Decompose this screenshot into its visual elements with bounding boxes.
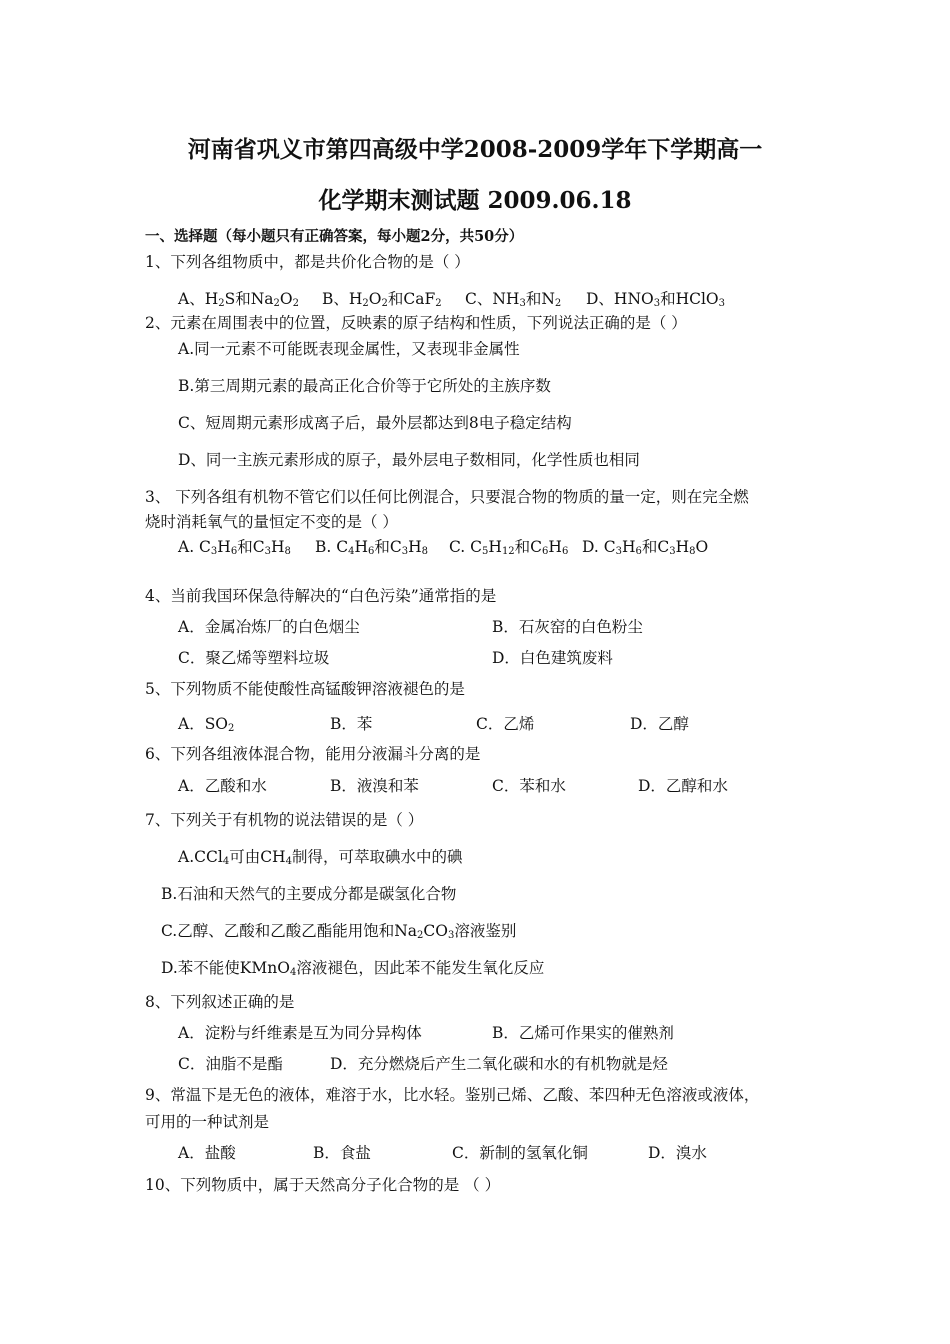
question-3-option-d: D. $C_3H_6$和$C_3H_8O$: [582, 538, 709, 557]
question-1-option-c: C、$NH_3$和$N_2$: [465, 290, 562, 309]
question-4-option-b: B．石灰窑的白色粉尘: [492, 618, 643, 636]
question-10-stem: 10、下列物质中，属于天然高分子化合物的是 （ ）: [145, 1176, 501, 1194]
question-2-option-d: D、同一主族元素形成的原子，最外层电子数相同，化学性质也相同: [178, 451, 640, 469]
question-9-option-d: D．溴水: [648, 1144, 707, 1162]
question-9-option-a: A．盐酸: [178, 1144, 236, 1162]
question-5-stem: 5、下列物质不能使酸性高锰酸钾溶液褪色的是: [145, 680, 465, 698]
question-7-option-b: B.石油和天然气的主要成分都是碳氢化合物: [161, 885, 457, 903]
question-8-stem: 8、下列叙述正确的是: [145, 993, 295, 1011]
question-6-option-a: A．乙酸和水: [178, 777, 267, 795]
question-4-option-d: D．白色建筑废料: [492, 649, 613, 667]
question-7-option-a: A.CCl$_4$可由$CH_4$制得，可萃取碘水中的碘: [178, 848, 463, 867]
question-5-option-b: B．苯: [330, 715, 373, 733]
question-2-option-c: C、短周期元素形成离子后，最外层都达到8电子稳定结构: [178, 414, 572, 432]
question-7-option-c: C.乙醇、乙酸和乙酸乙酯能用饱和$Na_2CO_3$溶液鉴别: [161, 922, 517, 941]
question-6-option-d: D．乙醇和水: [638, 777, 728, 795]
question-8-option-c: C．油脂不是酯: [178, 1055, 283, 1073]
question-6-option-b: B．液溴和苯: [330, 777, 419, 795]
question-5-option-a: A．$SO_2$: [178, 715, 235, 734]
question-1-option-a: A、$H_2S$和$Na_2O_2$: [178, 290, 299, 309]
question-7-stem: 7、下列关于有机物的说法错误的是（ ）: [145, 811, 424, 829]
question-8-option-d: D．充分燃烧后产生二氧化碳和水的有机物就是烃: [330, 1055, 668, 1073]
question-4-option-c: C．聚乙烯等塑料垃圾: [178, 649, 330, 667]
question-2-option-b: B.第三周期元素的最高正化合价等于它所处的主族序数: [178, 377, 551, 395]
question-4-option-a: A．金属冶炼厂的白色烟尘: [178, 618, 360, 636]
question-6-stem: 6、下列各组液体混合物，能用分液漏斗分离的是: [145, 745, 481, 763]
question-3-stem-line2: 烧时消耗氧气的量恒定不变的是（ ）: [145, 513, 398, 531]
question-6-option-c: C．苯和水: [492, 777, 566, 795]
question-1-option-b: B、$H_2O_2$和CaF$_2$: [322, 290, 442, 309]
question-9-option-b: B．食盐: [313, 1144, 371, 1162]
question-5-option-c: C．乙烯: [476, 715, 535, 733]
question-8-option-a: A．淀粉与纤维素是互为同分异构体: [178, 1024, 422, 1042]
question-2-option-a: A.同一元素不可能既表现金属性，又表现非金属性: [178, 340, 520, 358]
question-3-stem-line1: 3、 下列各组有机物不管它们以任何比例混合，只要混合物的物质的量一定，则在完全燃: [145, 488, 749, 506]
question-8-option-b: B．乙烯可作果实的催熟剂: [492, 1024, 674, 1042]
question-3-option-b: B. $C_4H_6$和$C_3H_8$: [315, 538, 429, 557]
question-3-option-a: A. $C_3H_6$和$C_3H_8$: [178, 538, 291, 557]
page-title-line1: 河南省巩义市第四高级中学2008-2009学年下学期高一: [187, 136, 763, 163]
question-9-option-c: C．新制的氢氧化铜: [452, 1144, 588, 1162]
question-5-option-d: D．乙醇: [630, 715, 689, 733]
question-1-stem: 1、下列各组物质中，都是共价化合物的是（ ）: [145, 253, 470, 271]
question-2-stem: 2、元素在周围表中的位置，反映素的原子结构和性质，下列说法正确的是（ ）: [145, 314, 687, 332]
question-1-option-d: D、$HNO_3$和HClO$_3$: [586, 290, 726, 309]
question-3-option-c: C. $C_5H_{12}$和$C_6H_6$: [449, 538, 569, 557]
question-7-option-d: D.苯不能使KMnO$_4$溶液褪色，因此苯不能发生氧化反应: [161, 959, 545, 978]
question-4-stem: 4、当前我国环保急待解决的“白色污染”通常指的是: [145, 587, 497, 605]
question-9-stem-line1: 9、常温下是无色的液体，难溶于水，比水轻。鉴别己烯、乙酸、苯四种无色溶液或液体，: [145, 1086, 760, 1104]
page-title-line2: 化学期末测试题 2009.06.18: [318, 187, 632, 214]
question-9-stem-line2: 可用的一种试剂是: [145, 1113, 270, 1131]
section-heading: 一、选择题（每小题只有正确答案，每小题2分，共50分）: [145, 228, 524, 245]
